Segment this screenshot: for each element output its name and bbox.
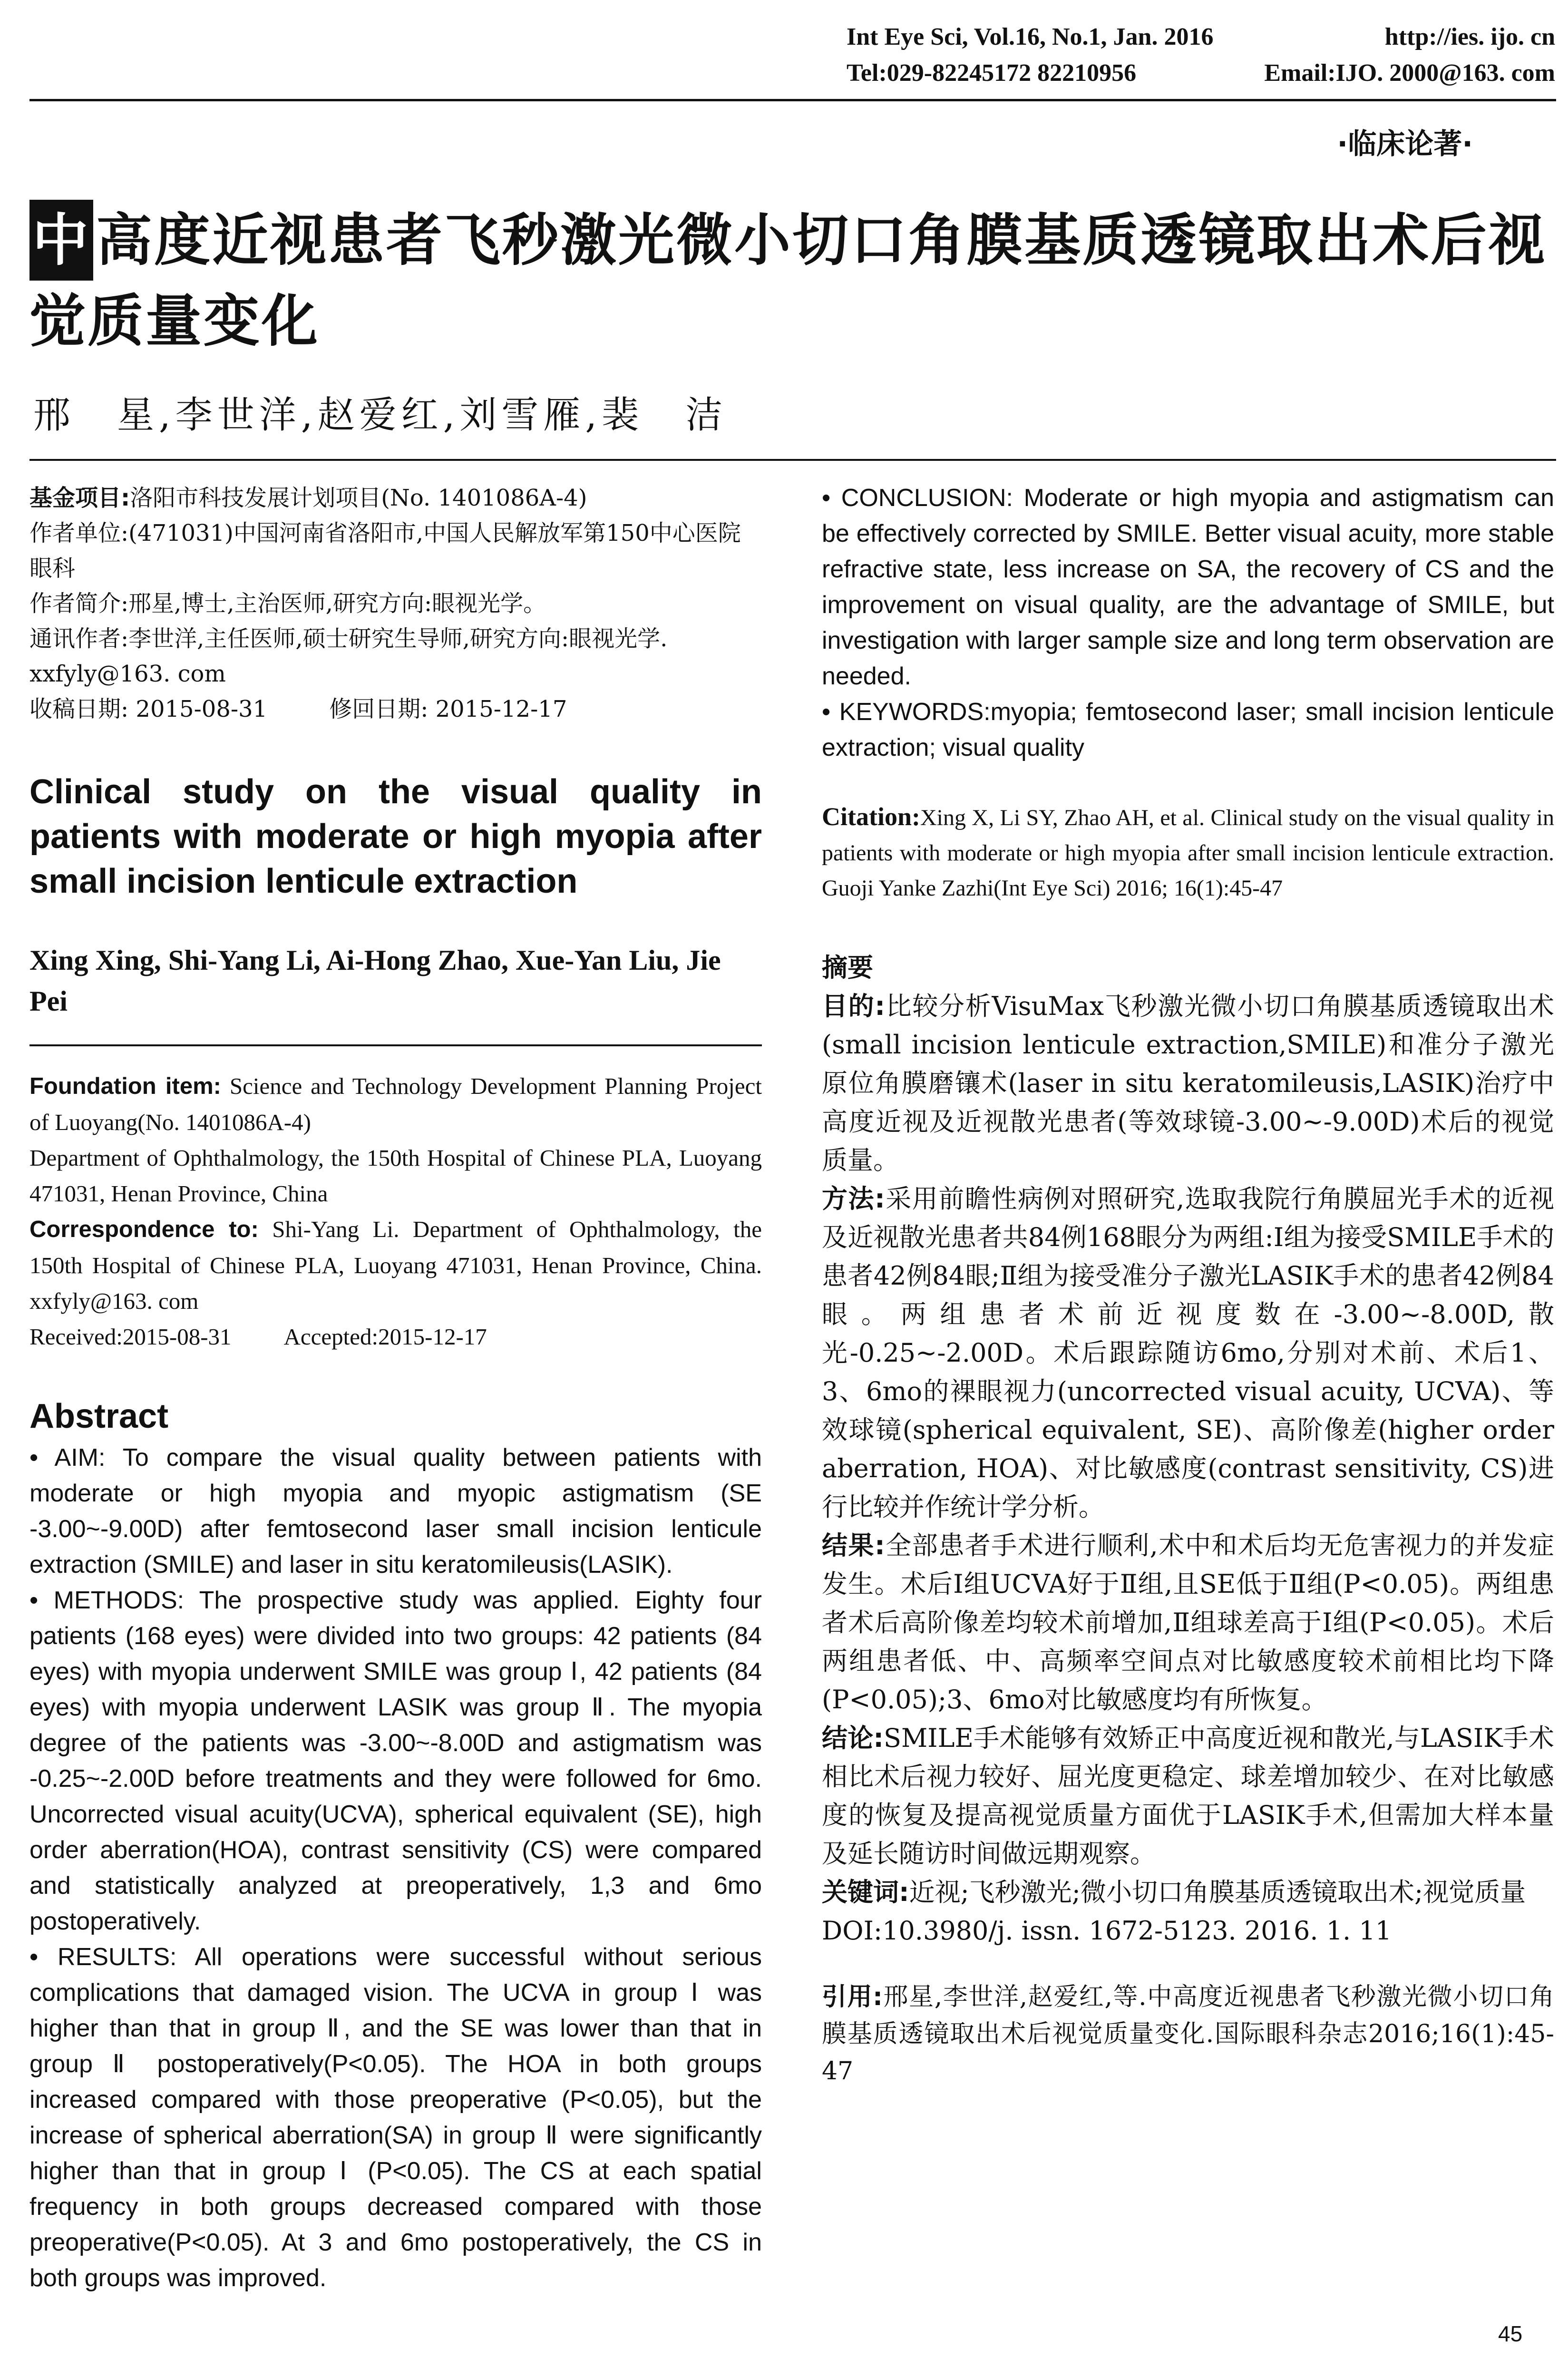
- abstract-cn: [822, 987, 1554, 1950]
- section-tag: ·临床论著·: [1337, 127, 1473, 161]
- journal-url[interactable]: http://ies. ijo. cn: [1384, 23, 1555, 50]
- journal-line: Int Eye Sci, Vol.16, No.1, Jan. 2016: [847, 23, 1214, 50]
- aim-text: To compare the visual quality between patients with moderate or high myopia and myopic astigmatism (SE -3.00~-9.00D) after femtosecond laser small incision lenticule extraction (SMILE) and laser in situ keratomileusis(LASIK).: [29, 1444, 762, 1578]
- revised-cn: 修回日期: 2015-12-17: [329, 696, 567, 722]
- methods-cn-text: 采用前瞻性病例对照研究,选取我院行角膜屈光手术的近视及近视散光患者共84例168眼分为两组:Ⅰ组为接受SMILE手术的患者42例84眼;Ⅱ组为接受准分子激光LASIK手术的患者42例84眼。两组患者术前近视度数在-3.00~-8.00D,散光-0.25~-2.00D。术后跟踪随访6mo,分别对术前、术后1、3、6mo的裸眼视力(uncorrected visual acuity, UCVA)、等效球镜(spherical equivalent, SE)、高阶像差(higher order aberration, HOA)、对比敏感度(contrast sensitivity, CS)进行比较并作统计学分析。: [822, 1184, 1554, 1522]
- keywords-label: • KEYWORDS:: [822, 698, 991, 726]
- bio-cn: 作者简介:邢星,博士,主治医师,研究方向:眼视光学。: [29, 590, 546, 617]
- doi[interactable]: DOI:10.3980/j. issn. 1672-5123. 2016. 1. 11: [822, 1916, 1392, 1946]
- journal-email[interactable]: Email:IJO. 2000@163. com: [1264, 59, 1555, 87]
- page-number: 45: [1498, 2321, 1523, 2346]
- keywords-cn-label: 关键词:: [822, 1877, 909, 1907]
- conclusion-label: • CONCLUSION:: [822, 484, 1013, 512]
- results-text: All operations were successful without serious complications that damaged vision. The UCVA in group Ⅰ was higher than that in group Ⅱ, and the SE was lower than that in group Ⅱ postoperatively(P<0.05). The HOA in both groups increased compared with those preoperative (P<0.05), but the increase of spherical aberration(SA) in group Ⅱ were significantly higher than that in group Ⅰ (P<0.05). The CS at each spatial frequency in both groups decreased compared with those preoperative(P<0.05). At 3 and 6mo postoperatively, the CS in both groups was improved.: [29, 1943, 762, 2292]
- results-cn-text: 全部患者手术进行顺利,术中和术后均无危害视力的并发症发生。术后Ⅰ组UCVA好于Ⅱ组,且SE低于Ⅱ组(P<0.05)。两组患者术后高阶像差均较术前增加,Ⅱ组球差高于Ⅰ组(P<0.05)。术后两组患者低、中、高频率空间点对比敏感度较术前相比均下降(P<0.05);3、6mo对比敏感度均有所恢复。: [822, 1530, 1554, 1715]
- aim-label: • AIM:: [29, 1444, 106, 1471]
- conclusion-text: Moderate or high myopia and astigmatism can be effectively corrected by SMILE. Better visual acuity, more stable refractive state, less increase on SA, the recovery of CS and the improvement on visual quality, are the advantage of SMILE, but investigation with larger sample size and long term observation are needed.: [822, 484, 1555, 690]
- header-rule: [29, 99, 1556, 101]
- correspondence-label: Correspondence to:: [29, 1217, 259, 1242]
- conclusion-cn-label: 结论:: [822, 1723, 884, 1753]
- right-column: [822, 480, 1554, 2090]
- left-column: [29, 480, 762, 2296]
- correspondence-text: Shi-Yang Li. Department of Ophthalmology, the 150th Hospital of Chinese PLA, Luoyang 471031, Henan Province, China. xxfyly@163. com: [29, 1216, 762, 1314]
- journal-tel: Tel:029-82245172 82210956: [847, 59, 1137, 87]
- citation-label: Citation:: [822, 802, 920, 831]
- results-label: • RESULTS:: [29, 1943, 177, 1971]
- title-text: 高度近视患者飞秒激光微小切口角膜基质透镜取出术后视觉质量变化: [29, 207, 1547, 354]
- department-en: Department of Ophthalmology, the 150th Hospital of Chinese PLA, Luoyang 471031, Henan Province, China: [29, 1145, 762, 1207]
- abstract-en: [29, 1440, 762, 2296]
- results-cn-label: 结果:: [822, 1530, 885, 1560]
- article-title-cn: [29, 200, 1561, 361]
- citation-text: Xing X, Li SY, Zhao AH, et al. Clinical study on the visual quality in patients with moderate or high myopia after small incision lenticule extraction. Guoji Yanke Zazhi(Int Eye Sci) 2016; 16(1):45-47: [822, 805, 1554, 901]
- info-cn: [29, 480, 762, 727]
- received-cn: 收稿日期: 2015-08-31: [29, 696, 268, 722]
- info-en: [29, 1068, 762, 1354]
- authors-en: Xing Xing, Shi-Yang Li, Ai-Hong Zhao, Xue-Yan Liu, Jie Pei: [29, 945, 721, 1017]
- aim-cn-label: 目的:: [822, 991, 885, 1021]
- citation-en: [822, 799, 1554, 906]
- conclusion-cn-text: SMILE手术能够有效矫正中高度近视和散光,与LASIK手术相比术后视力较好、屈光度更稳定、球差增加较少、在对比敏感度的恢复及提高视觉质量方面优于LASIK手术,但需加大样本量及延长随访时间做远期观察。: [822, 1723, 1554, 1869]
- received-en: Received:2015-08-31: [29, 1324, 232, 1350]
- abstract-heading: Abstract: [29, 1397, 169, 1435]
- title-mark: 中: [29, 200, 93, 281]
- fund-text: 洛阳市科技发展计划项目(No. 1401086A-4): [130, 485, 587, 511]
- aim-cn-text: 比较分析VisuMax飞秒激光微小切口角膜基质透镜取出术(small incision lenticule extraction,SMILE)和准分子激光原位角膜磨镶术(laser in situ keratomileusis,LASIK)治疗中高度近视及近视散光患者(等效球镜-3.00~-9.00D)术后的视觉质量。: [822, 991, 1554, 1175]
- accepted-en: Accepted:2015-12-17: [283, 1324, 487, 1350]
- fund-label: 基金项目:: [29, 485, 130, 511]
- unit-cn: 作者单位:(471031)中国河南省洛阳市,中国人民解放军第150中心医院眼科: [29, 520, 741, 582]
- authors-rule: [29, 1044, 762, 1046]
- authors-cn: 邢 星,李世洋,赵爱红,刘雪雁,裴 洁: [33, 394, 728, 437]
- citation-cn-text: 邢星,李世洋,赵爱红,等.中高度近视患者飞秒激光微小切口角膜基质透镜取出术后视觉质量变化.国际眼科杂志2016;16(1):45-47: [822, 1983, 1554, 2085]
- methods-cn-label: 方法:: [822, 1184, 885, 1214]
- methods-text: The prospective study was applied. Eighty four patients (168 eyes) were divided into two groups: 42 patients (84 eyes) with myopia underwent SMILE was group Ⅰ, 42 patients (84 eyes) with myopia underwent LASIK was group Ⅱ. The myopia degree of the patients was -3.00~-8.00D and astigmatism was -0.25~-2.00D before treatments and they were followed for 6mo. Uncorrected visual acuity(UCVA), spherical equivalent (SE), high order aberration(HOA), contrast sensitivity (CS) were compared and statistically analyzed at preoperatively, 1,3 and 6mo postoperatively.: [29, 1587, 762, 1935]
- abstract-cn-heading: 摘要: [822, 953, 873, 983]
- article-title-en: Clinical study on the visual quality in patients with moderate or high myopia after small incision lenticule extraction: [29, 773, 762, 900]
- corr-cn: 通讯作者:李世洋,主任医师,硕士研究生导师,研究方向:眼视光学. xxfyly@163. com: [29, 625, 668, 687]
- title-rule: [29, 459, 1556, 461]
- foundation-label: Foundation item:: [29, 1073, 221, 1099]
- dates-cn: [29, 692, 762, 727]
- keywords-cn-text: 近视;飞秒激光;微小切口角膜基质透镜取出术;视觉质量: [909, 1877, 1526, 1907]
- foundation-text: Science and Technology Development Planning Project of Luoyang(No. 1401086A-4): [29, 1073, 762, 1135]
- keywords-text: myopia; femtosecond laser; small incision lenticule extraction; visual quality: [822, 698, 1555, 761]
- citation-cn: [822, 1978, 1554, 2090]
- abstract-en-cont: [822, 480, 1554, 766]
- fund-cn: [29, 480, 762, 516]
- citation-cn-label: 引用:: [822, 1983, 883, 2011]
- journal-header: [847, 19, 1555, 91]
- methods-label: • METHODS:: [29, 1587, 185, 1614]
